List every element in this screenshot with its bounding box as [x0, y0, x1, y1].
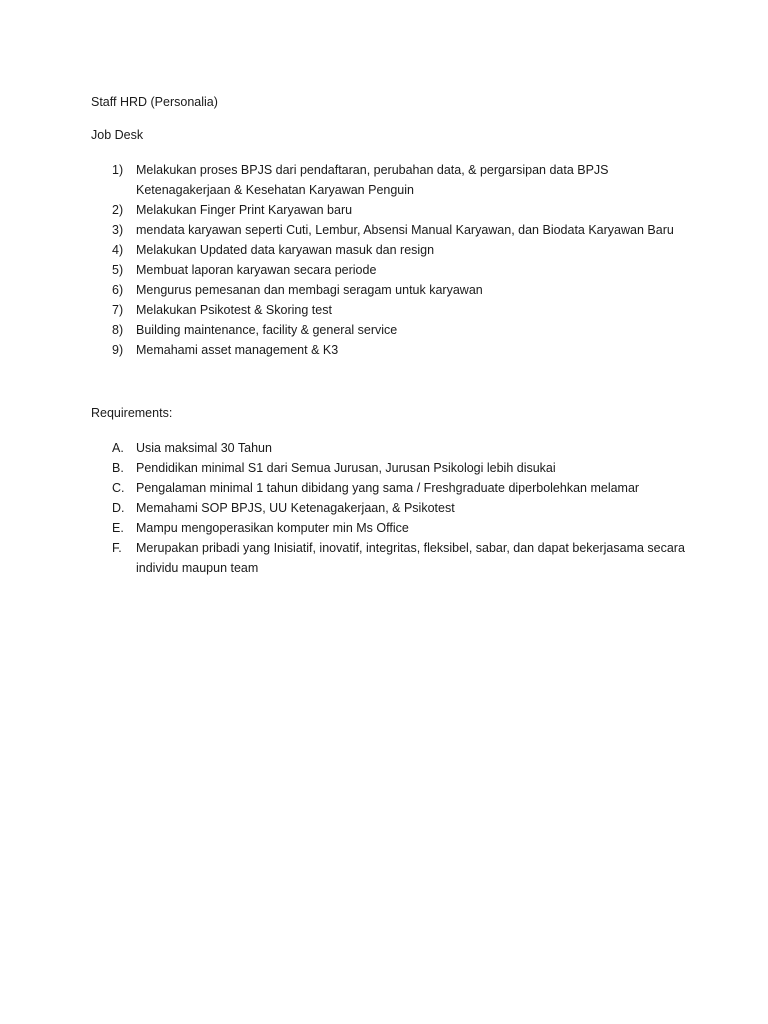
list-item-text: Memahami SOP BPJS, UU Ketenagakerjaan, & Psikotest [136, 501, 455, 515]
list-marker: 5) [112, 263, 124, 277]
list-item-text: Pendidikan minimal S1 dari Semua Jurusan, Jurusan Psikologi lebih disukai [136, 461, 556, 475]
list-marker: A. [112, 441, 124, 455]
requirement-item [0, 498, 696, 518]
list-marker: 1) [112, 163, 124, 177]
list-item-text: Melakukan Psikotest & Skoring test [136, 303, 332, 317]
requirement-item [0, 538, 696, 578]
list-item-text: Mengurus pemesanan dan membagi seragam untuk karyawan [136, 283, 483, 297]
job-desk-item [0, 280, 696, 300]
list-marker: 7) [112, 303, 124, 317]
list-marker: B. [112, 461, 124, 475]
list-item-text: Merupakan pribadi yang Inisiatif, inovatif, integritas, fleksibel, sabar, dan dapat bekerjasama secara individu maupun team [136, 541, 685, 575]
list-marker: 4) [112, 243, 124, 257]
list-marker: 9) [112, 343, 124, 357]
list-item-text: Melakukan Finger Print Karyawan baru [136, 203, 353, 217]
job-desk-item [0, 260, 696, 280]
job-desk-item [0, 200, 696, 220]
list-item-text: Melakukan Updated data karyawan masuk dan resign [136, 243, 435, 257]
job-desk-item [0, 220, 696, 240]
job-desk-item [0, 320, 696, 340]
requirement-item [0, 478, 696, 498]
list-item-text: Membuat laporan karyawan secara periode [136, 263, 377, 277]
list-marker: 3) [112, 223, 124, 237]
list-marker: F. [112, 541, 122, 555]
job-desk-item [0, 340, 696, 360]
requirements-heading: Requirements: [91, 406, 173, 420]
requirement-item [0, 518, 696, 538]
list-marker: 8) [112, 323, 124, 337]
list-marker: 6) [112, 283, 124, 297]
requirement-item [0, 438, 696, 458]
list-marker: E. [112, 521, 124, 535]
job-desk-item [0, 300, 696, 320]
job-desk-item [0, 160, 696, 200]
job-desk-list [0, 160, 696, 360]
job-desk-item [0, 240, 696, 260]
list-item-text: Building maintenance, facility & general service [136, 323, 398, 337]
list-item-text: Memahami asset management & K3 [136, 343, 339, 357]
list-item-text: Pengalaman minimal 1 tahun dibidang yang sama / Freshgraduate diperbolehkan melamar [136, 481, 640, 495]
list-item-text: Usia maksimal 30 Tahun [136, 441, 272, 455]
requirements-list [0, 438, 696, 578]
list-item-text: mendata karyawan seperti Cuti, Lembur, Absensi Manual Karyawan, dan Biodata Karyawan Baru [136, 223, 674, 237]
list-marker: D. [112, 501, 125, 515]
list-marker: C. [112, 481, 125, 495]
list-item-text: Mampu mengoperasikan komputer min Ms Office [136, 521, 409, 535]
list-item-text: Melakukan proses BPJS dari pendaftaran, perubahan data, & pergarsipan data BPJS Ketenagakerjaan & Kesehatan Karyawan Penguin [136, 163, 609, 197]
job-desk-heading: Job Desk [91, 128, 144, 142]
list-marker: 2) [112, 203, 124, 217]
document-title: Staff HRD (Personalia) [91, 95, 218, 109]
requirement-item [0, 458, 696, 478]
